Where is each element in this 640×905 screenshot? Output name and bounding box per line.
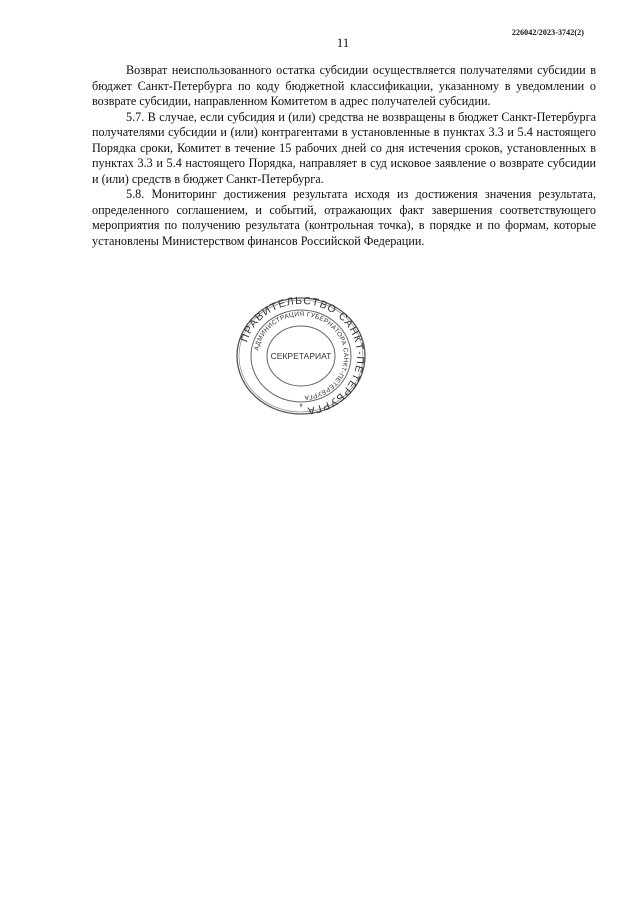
paragraph-5-7: 5.7. В случае, если субсидия и (или) средства не возвращены в бюджет Санкт-Петербурга получателями субсидии и (или) контрагентами в установленные в пунктах 3.3 и 5.4 настоящего Порядка сроки, Комитет в течение 15 рабочих дней со дня истечения сроков, установленных в пунктах 3.3 и 5.4 настоящего Порядка, направляет в суд исковое заявление о возврате субсидии и (или) средств в бюджет Санкт-Петербурга. [92, 109, 596, 186]
stamp-inner-text: АДМИНИСТРАЦИЯ ГУБЕРНАТОРА САНКТ-ПЕТЕРБУРГА [253, 310, 350, 401]
body-text [92, 63, 596, 249]
paragraph-return-remainder: Возврат неиспользованного остатка субсидии осуществляется получателями субсидии в бюджет Санкт-Петербурга по коду бюджетной классификации, указанному в уведомлении о возврате субсидии, направленном Комитетом в адрес получателей субсидии. [92, 63, 596, 108]
stamp-star: * [299, 402, 303, 412]
stamp-outer-text: ПРАВИТЕЛЬСТВО САНКТ-ПЕТЕРБУРГА [238, 296, 367, 416]
stamp-center-text: СЕКРЕТАРИАТ [270, 351, 332, 361]
official-seal-stamp [234, 296, 368, 416]
document-number: 226042/2023-3742(2) [511, 28, 584, 37]
paragraph-5-8: 5.8. Мониторинг достижения результата исходя из достижения значения результата, определенного соглашением, и событий, отражающих факт завершения соответствующего мероприятия по получению результата (контрольная точка), в порядке и по формам, которые установлены Министерством финансов Российской Федерации. [92, 187, 596, 248]
page-number: 11 [336, 35, 350, 50]
